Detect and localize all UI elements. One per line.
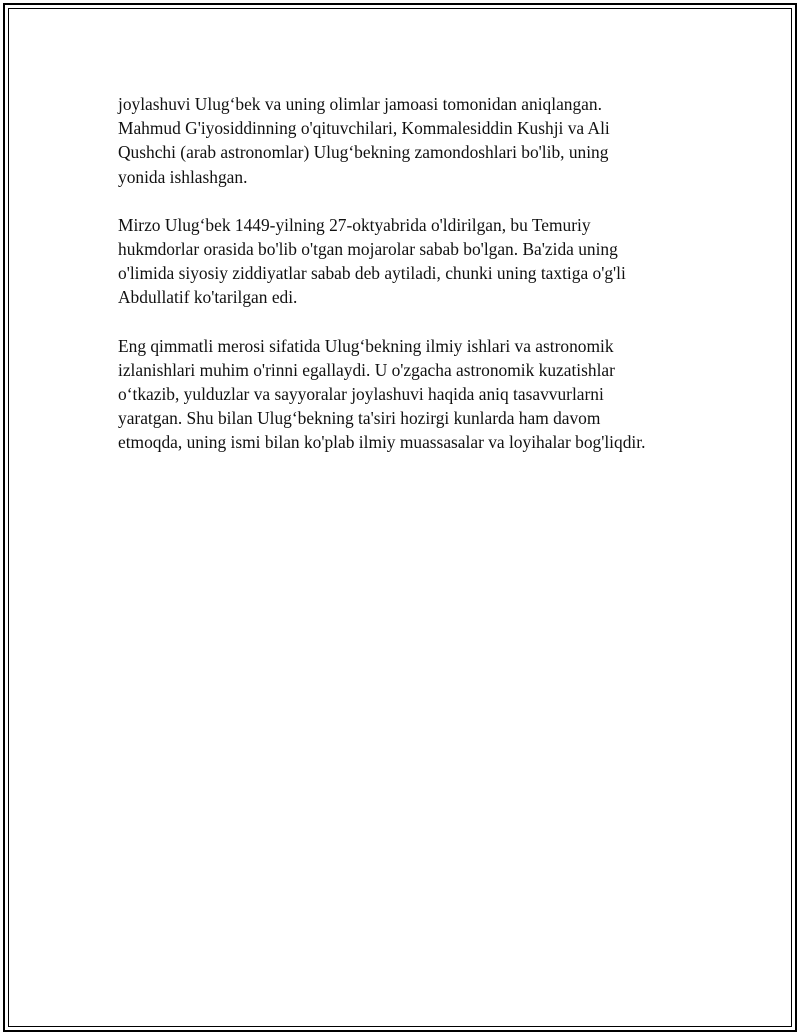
text-line: Eng qimmatli merosi sifatida Ulug‘bekning ilmiy ishlari va astronomik [118,335,614,356]
text-line: o‘tkazib, yulduzlar va sayyoralar joylashuvi haqida aniq tasavvurlarni [118,384,604,405]
text-line: Mirzo Ulug‘bek 1449-yilning 27-oktyabrida o'ldirilgan, bu Temuriy [118,214,591,235]
text-line: Abdullatif ko'tarilgan edi. [118,287,298,308]
paragraph-1 [118,92,698,189]
text-line: o'limida siyosiy ziddiyatlar sabab deb aytiladi, chunki uning taxtiga o'g'li [118,263,626,284]
text-line: izlanishlari muhim o'rinni egallaydi. U o'zgacha astronomik kuzatishlar [118,359,615,380]
paragraph-2 [118,213,698,310]
document-body [118,92,698,479]
text-line: joylashuvi Ulug‘bek va uning olimlar jamoasi tomonidan aniqlangan. [118,94,602,114]
text-line: Mahmud G'iyosiddinning o'qituvchilari, Kommalesiddin Kushji va Ali [118,118,610,139]
text-line: hukmdorlar orasida bo'lib o'tgan mojarolar sabab bo'lgan. Ba'zida uning [118,239,618,260]
text-line: yaratgan. Shu bilan Ulug‘bekning ta'siri hozirgi kunlarda ham davom [118,408,601,429]
text-line: Qushchi (arab astronomlar) Ulug‘bekning zamondoshlari bo'lib, uning [118,142,609,163]
text-line: etmoqda, uning ismi bilan ko'plab ilmiy muassasalar va loyihalar bog'liqdir. [118,432,646,453]
text-line: yonida ishlashgan. [118,166,248,187]
paragraph-3 [118,334,698,455]
